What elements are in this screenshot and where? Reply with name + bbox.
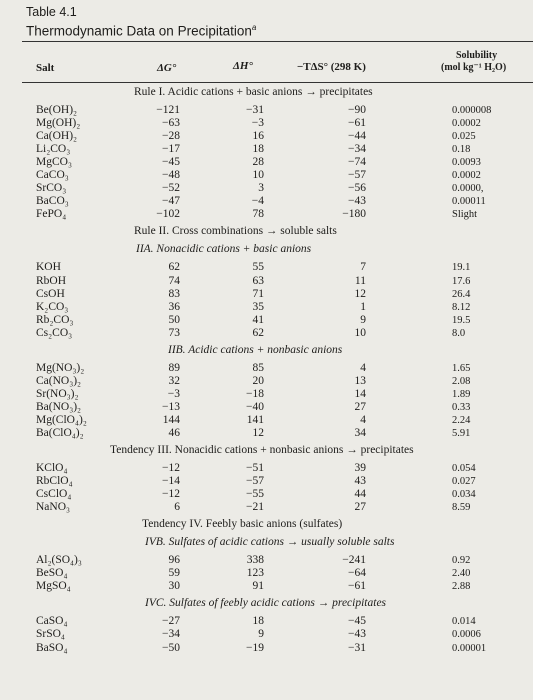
- salt-cell: SrCO₃: [36, 182, 67, 195]
- solubility-cell: 19.5: [452, 314, 471, 326]
- solubility-cell: 0.025: [452, 131, 476, 143]
- solubility-cell: 0.18: [452, 144, 471, 156]
- table-row: [0, 501, 533, 514]
- solubility-cell: 0.0093: [452, 157, 481, 169]
- solubility-cell: 17.6: [452, 275, 471, 287]
- solubility-cell: 5.91: [452, 428, 471, 439]
- solubility-cell: 8.0: [452, 327, 466, 339]
- table-row: [0, 375, 533, 388]
- delta-g-cell: 50: [168, 313, 180, 326]
- table-row: [0, 169, 533, 182]
- tds-cell: 7: [360, 261, 366, 274]
- solubility-cell: 0.0002: [452, 170, 481, 182]
- delta-h-cell: −4: [251, 195, 264, 208]
- table-number: Table 4.1: [26, 5, 77, 19]
- section-heading: Rule II. Cross combinations → soluble salts: [134, 225, 337, 238]
- delta-g-cell: 62: [168, 261, 180, 274]
- table-row: [0, 288, 533, 301]
- tds-cell: −74: [348, 156, 366, 169]
- delta-g-cell: 36: [168, 300, 180, 313]
- delta-g-cell: −63: [162, 117, 180, 130]
- delta-h-cell: −18: [246, 387, 264, 400]
- table-row: [0, 488, 533, 501]
- table-row: [0, 475, 533, 488]
- delta-h-cell: 35: [252, 300, 264, 313]
- delta-g-cell: −17: [162, 143, 180, 156]
- solubility-cell: 0.33: [452, 401, 471, 413]
- delta-g-cell: 73: [168, 326, 180, 339]
- delta-h-cell: 63: [252, 274, 264, 287]
- delta-h-cell: 18: [252, 143, 264, 156]
- salt-cell: CaCO₃: [36, 169, 69, 182]
- solubility-cell: 0.054: [452, 463, 476, 475]
- delta-h-cell: 20: [252, 374, 264, 387]
- delta-h-cell: −51: [246, 462, 264, 475]
- delta-h-cell: 91: [252, 580, 264, 593]
- solubility-cell: 0.000008: [452, 105, 492, 116]
- col-header-salt: Salt: [36, 62, 55, 74]
- tds-cell: −44: [348, 130, 366, 143]
- table-row: [0, 427, 533, 440]
- solubility-cell: 2.88: [452, 581, 471, 593]
- table-row: [0, 301, 533, 314]
- table-row: [0, 275, 533, 288]
- tds-cell: 11: [354, 274, 366, 287]
- delta-g-cell: 59: [168, 567, 180, 580]
- salt-cell: KClO₄: [36, 462, 68, 475]
- delta-g-cell: 83: [168, 287, 180, 300]
- delta-h-cell: −55: [246, 488, 264, 501]
- delta-g-cell: −50: [162, 641, 180, 654]
- salt-cell: Li₂CO₃: [36, 143, 71, 156]
- delta-h-cell: 85: [252, 361, 264, 374]
- solubility-cell: 26.4: [452, 288, 471, 300]
- delta-h-cell: 18: [252, 615, 264, 628]
- col-header-solubility: Solubility: [456, 50, 498, 61]
- tds-cell: 1: [360, 300, 366, 313]
- salt-cell: KOH: [36, 261, 61, 274]
- delta-h-cell: 123: [246, 567, 264, 580]
- table-row: [0, 462, 533, 475]
- tds-cell: 44: [354, 488, 366, 501]
- solubility-cell: 1.89: [452, 388, 471, 400]
- table-row: [0, 195, 533, 208]
- tds-cell: 43: [354, 475, 366, 488]
- table-row: [0, 208, 533, 221]
- table-row: [0, 182, 533, 195]
- solubility-cell: 1.65: [452, 362, 471, 374]
- delta-h-cell: 12: [252, 427, 264, 439]
- solubility-cell: 2.08: [452, 375, 471, 387]
- table-row: [0, 388, 533, 401]
- delta-g-cell: −13: [162, 400, 180, 413]
- delta-h-cell: −21: [246, 501, 264, 514]
- delta-g-cell: 46: [168, 427, 180, 439]
- col-header-tds: −TΔS° (298 K): [297, 61, 366, 73]
- solubility-cell: 0.0006: [452, 629, 481, 641]
- salt-cell: BaSO₄: [36, 641, 68, 654]
- tds-cell: 34: [354, 427, 366, 439]
- table-row: [0, 362, 533, 375]
- tds-cell: −45: [348, 615, 366, 628]
- delta-h-cell: 16: [252, 130, 264, 143]
- salt-cell: Ba(ClO₄)₂: [36, 427, 84, 439]
- tds-cell: 12: [354, 287, 366, 300]
- delta-g-cell: −47: [162, 195, 180, 208]
- table-row: [0, 130, 533, 143]
- salt-cell: Al₂(SO₄)₃: [36, 554, 82, 567]
- delta-h-cell: 62: [252, 326, 264, 339]
- table-row: [0, 314, 533, 327]
- delta-g-cell: −3: [167, 387, 180, 400]
- delta-g-cell: −27: [162, 615, 180, 628]
- delta-h-cell: 55: [252, 261, 264, 274]
- table-row: [0, 414, 533, 427]
- delta-h-cell: −40: [246, 400, 264, 413]
- table-row: [0, 156, 533, 169]
- delta-h-cell: 78: [252, 208, 264, 221]
- table-row: [0, 642, 533, 655]
- tds-cell: 14: [354, 387, 366, 400]
- salt-cell: MgSO₄: [36, 580, 71, 593]
- table-row: [0, 615, 533, 628]
- table-row: [0, 117, 533, 130]
- table-row: [0, 401, 533, 414]
- title-footnote-marker: a: [251, 23, 257, 32]
- tds-cell: 27: [354, 400, 366, 413]
- salt-cell: CsOH: [36, 287, 65, 300]
- table-row: [0, 143, 533, 156]
- delta-g-cell: −45: [162, 156, 180, 169]
- salt-cell: Ca(NO₃)₂: [36, 374, 82, 387]
- salt-cell: BaCO₃: [36, 195, 69, 208]
- solubility-cell: 0.92: [452, 555, 471, 567]
- delta-h-cell: 3: [258, 182, 264, 195]
- tds-cell: −31: [348, 641, 366, 654]
- delta-g-cell: 144: [162, 413, 180, 426]
- tds-cell: 10: [354, 326, 366, 339]
- tds-cell: −56: [348, 182, 366, 195]
- table-row: [0, 327, 533, 340]
- tds-cell: 39: [354, 462, 366, 475]
- salt-cell: Ca(OH)₂: [36, 130, 78, 143]
- delta-h-cell: 141: [246, 413, 264, 426]
- tds-cell: −57: [348, 169, 366, 182]
- salt-cell: Mg(NO₃)₂: [36, 361, 85, 374]
- header-rule: [22, 82, 533, 83]
- section-heading: IVB. Sulfates of acidic cations → usually soluble salts: [145, 536, 395, 549]
- delta-h-cell: −31: [246, 104, 264, 116]
- section-heading: IIA. Nonacidic cations + basic anions: [136, 243, 312, 256]
- col-header-solubility-units: (mol kg⁻¹ H₂O): [441, 62, 507, 73]
- table-title: Thermodynamic Data on Precipitation$^a$: [26, 23, 257, 39]
- section-heading: IIB. Acidic cations + nonbasic anions: [168, 343, 343, 356]
- solubility-cell: 0.027: [452, 476, 476, 488]
- table-row: [0, 567, 533, 580]
- delta-g-cell: −12: [162, 462, 180, 475]
- solubility-cell: Slight: [452, 209, 478, 221]
- col-header-delta-g: ΔG°: [157, 62, 177, 74]
- salt-cell: Ba(NO₃)₂: [36, 400, 82, 413]
- delta-h-cell: 338: [246, 554, 264, 567]
- tds-cell: −180: [342, 208, 366, 221]
- delta-g-cell: −34: [162, 628, 180, 641]
- delta-h-cell: 71: [252, 287, 264, 300]
- delta-g-cell: −12: [162, 488, 180, 501]
- solubility-cell: 0.0000,: [452, 183, 484, 195]
- delta-g-cell: 6: [174, 501, 180, 514]
- table-row: [0, 261, 533, 274]
- salt-cell: FePO₄: [36, 208, 67, 221]
- solubility-cell: 0.00001: [452, 642, 487, 654]
- delta-g-cell: −48: [162, 169, 180, 182]
- tds-cell: −61: [348, 580, 366, 593]
- tds-cell: −61: [348, 117, 366, 130]
- tds-cell: 27: [354, 501, 366, 514]
- delta-g-cell: −121: [156, 104, 180, 116]
- salt-cell: Sr(NO₃)₂: [36, 387, 79, 400]
- delta-h-cell: 41: [252, 313, 264, 326]
- tds-cell: 9: [360, 313, 366, 326]
- salt-cell: BeSO₄: [36, 567, 68, 580]
- solubility-cell: 0.00011: [452, 196, 486, 208]
- delta-g-cell: −52: [162, 182, 180, 195]
- solubility-cell: 0.014: [452, 616, 476, 628]
- salt-cell: Mg(OH)₂: [36, 117, 81, 130]
- solubility-cell: 0.034: [452, 489, 476, 501]
- tds-cell: −43: [348, 195, 366, 208]
- salt-cell: NaNO₃: [36, 501, 71, 514]
- salt-cell: Cs₂CO₃: [36, 326, 73, 339]
- tds-cell: −64: [348, 567, 366, 580]
- tds-cell: −43: [348, 628, 366, 641]
- top-rule: [22, 41, 533, 42]
- salt-cell: K₂CO₃: [36, 300, 69, 313]
- delta-g-cell: −14: [162, 475, 180, 488]
- salt-cell: Be(OH)₂: [36, 104, 78, 116]
- salt-cell: MgCO₃: [36, 156, 72, 169]
- table-row: [0, 628, 533, 641]
- delta-h-cell: 9: [258, 628, 264, 641]
- salt-cell: SrSO₄: [36, 628, 65, 641]
- table-row: [0, 580, 533, 593]
- solubility-cell: 2.24: [452, 414, 471, 426]
- tds-cell: 4: [360, 413, 366, 426]
- tds-cell: 13: [354, 374, 366, 387]
- delta-g-cell: −102: [156, 208, 180, 221]
- col-header-delta-h: ΔH°: [233, 60, 253, 72]
- solubility-cell: 8.12: [452, 301, 471, 313]
- delta-h-cell: −3: [251, 117, 264, 130]
- delta-g-cell: −28: [162, 130, 180, 143]
- salt-cell: Mg(ClO₄)₂: [36, 413, 87, 426]
- section-heading: Tendency IV. Feebly basic anions (sulfates): [142, 518, 343, 531]
- salt-cell: CaSO₄: [36, 615, 68, 628]
- delta-h-cell: 28: [252, 156, 264, 169]
- section-heading: Rule I. Acidic cations + basic anions → precipitates: [134, 86, 373, 98]
- table-caption: [26, 4, 256, 40]
- tds-cell: −241: [342, 554, 366, 567]
- solubility-cell: 8.59: [452, 502, 471, 514]
- tds-cell: 4: [360, 361, 366, 374]
- section-heading: Tendency III. Nonacidic cations + nonbasic anions → precipitates: [110, 444, 414, 457]
- delta-g-cell: 89: [168, 361, 180, 374]
- table-row: [0, 554, 533, 567]
- delta-g-cell: 74: [168, 274, 180, 287]
- salt-cell: Rb₂CO₃: [36, 313, 74, 326]
- solubility-cell: 2.40: [452, 568, 471, 580]
- delta-h-cell: −19: [246, 641, 264, 654]
- delta-h-cell: 10: [252, 169, 264, 182]
- tds-cell: −34: [348, 143, 366, 156]
- tds-cell: −90: [348, 104, 366, 116]
- delta-g-cell: 96: [168, 554, 180, 567]
- table-row: [0, 104, 533, 117]
- salt-cell: CsClO₄: [36, 488, 72, 501]
- salt-cell: RbOH: [36, 274, 67, 287]
- delta-g-cell: 32: [168, 374, 180, 387]
- salt-cell: RbClO₄: [36, 475, 73, 488]
- delta-h-cell: −57: [246, 475, 264, 488]
- solubility-cell: 0.0002: [452, 118, 481, 130]
- solubility-cell: 19.1: [452, 262, 471, 274]
- section-heading: IVC. Sulfates of feebly acidic cations → precipitates: [145, 597, 387, 610]
- delta-g-cell: 30: [168, 580, 180, 593]
